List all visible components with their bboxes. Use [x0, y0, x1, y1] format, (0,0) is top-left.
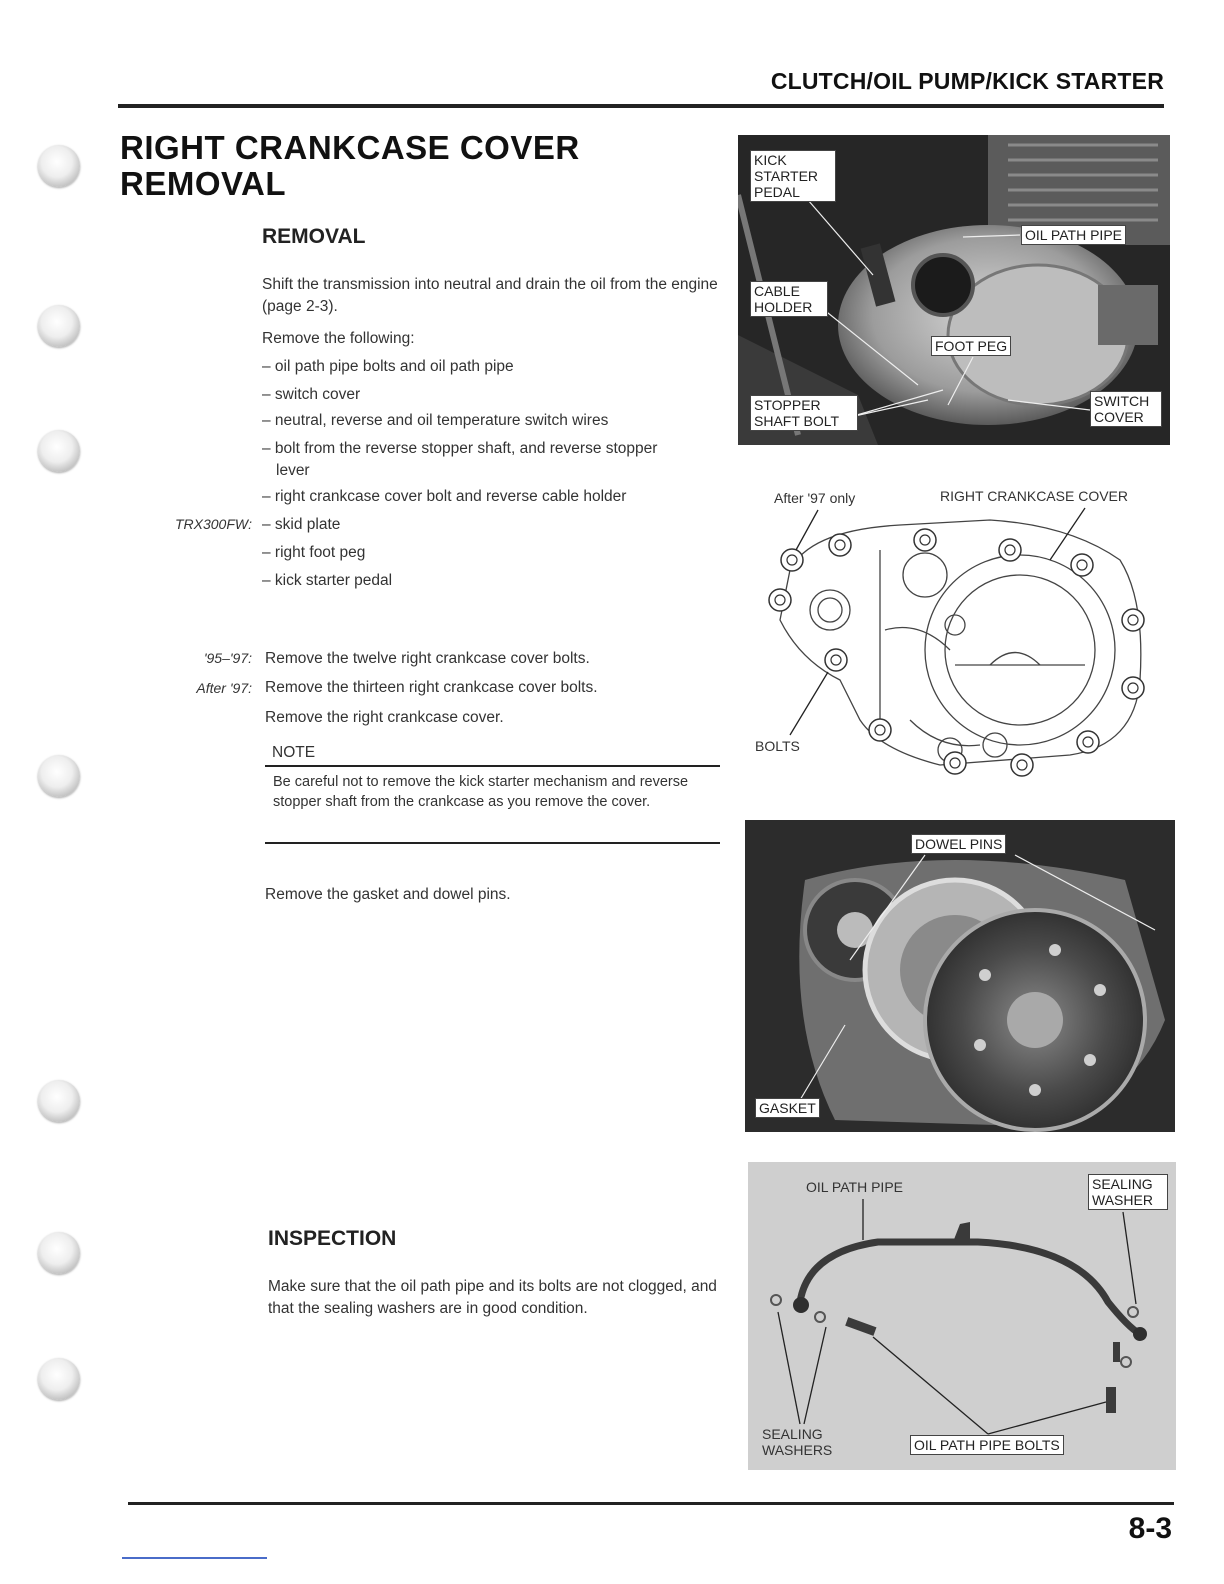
binder-hole — [38, 430, 80, 472]
cover-bolt-diagram — [740, 480, 1170, 780]
footer-link-underline — [122, 1557, 267, 1559]
removal-item: – right crankcase cover bolt and reverse cable holder — [262, 488, 627, 505]
binder-hole — [38, 305, 80, 347]
page-title-line1: RIGHT CRANKCASE COVER — [120, 129, 580, 166]
removal-heading: REMOVAL — [262, 225, 366, 248]
removal-item: – neutral, reverse and oil temperature switch wires — [262, 412, 609, 429]
binder-hole — [38, 755, 80, 797]
model-note: TRX300FW: — [174, 516, 252, 532]
model-note: After '97: — [196, 680, 252, 696]
note-rule-bottom — [265, 842, 720, 844]
note-body: Be careful not to remove the kick starter mechanism and reverse stopper shaft from the crankcase as you remove the cover. — [273, 774, 689, 810]
removal-intro: Shift the transmission into neutral and drain the oil from the engine (page 2-3). — [262, 276, 718, 315]
page-title — [120, 130, 580, 202]
removal-item: – bolt from the reverse stopper shaft, and reverse stopper — [262, 440, 658, 457]
callout-sealing-washer: SEALING WASHER — [1088, 1174, 1168, 1210]
callout-gasket: GASKET — [755, 1098, 820, 1118]
note-rule-top — [265, 765, 720, 767]
removal-item: lever — [276, 462, 310, 479]
binder-hole — [38, 1358, 80, 1400]
label-right-crankcase-cover: RIGHT CRANKCASE COVER — [940, 488, 1128, 504]
step-remove-cover: Remove the right crankcase cover. — [265, 709, 504, 726]
footer-rule — [128, 1502, 1174, 1505]
removal-item: – switch cover — [262, 386, 361, 403]
engine-right-side-photo — [738, 135, 1170, 445]
removal-item: – oil path pipe bolts and oil path pipe — [262, 358, 514, 375]
callout-kick-starter-pedal: KICK STARTER PEDAL — [750, 150, 836, 202]
callout-oil-path-pipe-bolts: OIL PATH PIPE BOLTS — [910, 1435, 1064, 1455]
callout-foot-peg: FOOT PEG — [931, 336, 1011, 356]
binder-hole — [38, 145, 80, 187]
cover-bolt-diagram-art — [740, 480, 1170, 780]
label-bolts: BOLTS — [755, 738, 800, 754]
inspection-body: Make sure that the oil path pipe and its bolts are not clogged, and that the sealing washers are in good condition. — [268, 1278, 717, 1317]
gasket-step: Remove the gasket and dowel pins. — [265, 886, 511, 903]
step-thirteen-bolts: Remove the thirteen right crankcase cover bolts. — [265, 679, 598, 696]
label-after-97-only: After '97 only — [774, 490, 856, 506]
label-sealing-washers: SEALING WASHERS — [762, 1426, 833, 1458]
section-header: CLUTCH/OIL PUMP/KICK STARTER — [770, 68, 1164, 94]
binder-hole — [38, 1232, 80, 1274]
step-twelve-bolts: Remove the twelve right crankcase cover bolts. — [265, 650, 590, 667]
oil-path-pipe-photo — [748, 1162, 1176, 1470]
binder-hole — [38, 1080, 80, 1122]
callout-stopper-shaft-bolt: STOPPER SHAFT BOLT — [750, 395, 858, 431]
callout-switch-cover: SWITCH COVER — [1090, 391, 1162, 427]
callout-cable-holder: CABLE HOLDER — [750, 281, 828, 317]
callout-dowel-pins: DOWEL PINS — [911, 834, 1006, 854]
header-rule — [118, 104, 1164, 108]
note-heading: NOTE — [272, 744, 316, 761]
callout-oil-path-pipe: OIL PATH PIPE — [1021, 225, 1126, 245]
label-oil-path-pipe: OIL PATH PIPE — [806, 1179, 903, 1195]
clutch-gasket-photo — [745, 820, 1175, 1132]
removal-item: – right foot peg — [262, 544, 366, 561]
inspection-heading: INSPECTION — [268, 1227, 397, 1250]
removal-item: – skid plate — [262, 516, 341, 533]
page-number: 8-3 — [1128, 1512, 1172, 1545]
removal-item: – kick starter pedal — [262, 572, 393, 589]
clutch-photo-art — [745, 820, 1175, 1132]
model-note: '95–'97: — [203, 650, 252, 666]
page-title-line2: REMOVAL — [120, 165, 287, 202]
removal-list-intro: Remove the following: — [262, 330, 415, 347]
